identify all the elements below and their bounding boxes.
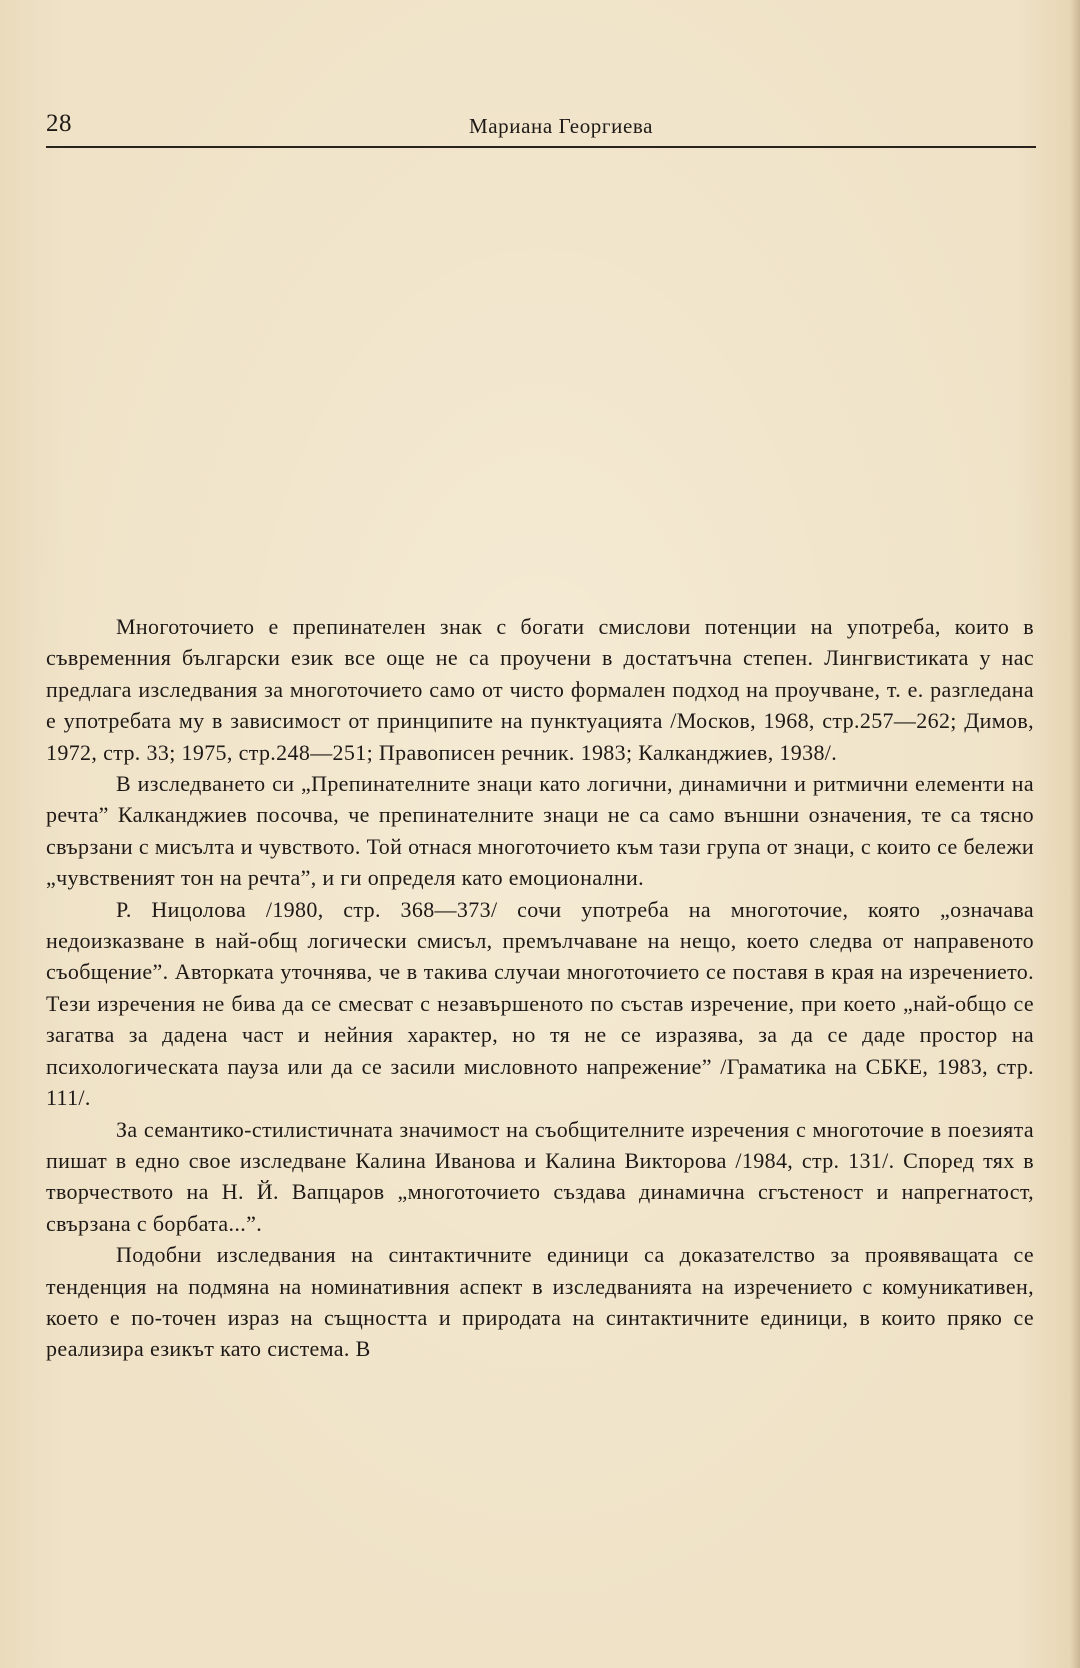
page-edge-shadow xyxy=(1070,0,1080,1668)
body-text xyxy=(46,611,1034,1365)
running-head-author: Мариана Георгиева xyxy=(468,114,654,138)
paragraph-2: В изследването си „Препинателните знаци като логични, динамични и ритмични елементи на речта” Калканджиев посочва, че препинателните знаци не са само външни означения, те са тясно свързани с мисълта и чувството. Той отнася многоточието към тази група от знаци, с които се бележи „чувственият тон на речта”, и ги определя като емоционални. xyxy=(46,771,1034,891)
paragraph-5: Подобни изследвания на синтактичните единици са доказателство за проявяващата се тенденция на подмяна на номинативния аспект в изследванията на изречението с комуникативен, което е по-точен израз на същността и природата на синтактичните единици, в които пряко се реализира езикът като система. В xyxy=(46,1242,1034,1362)
paragraph-3: Р. Ницолова /1980, стр. 368—373/ сочи употреба на многоточие, която „означава недоизказване в най-общ логически смисъл, премълчаване на нещо, което следва от направеното съобщение”. Авторката уточнява, че в такива случаи многоточието се поставя в края на изречението. Тези изречения не бива да се смесват с незавършеното по състав изречение, при което „най-общо се загатва за дадена част и нейния характер, но тя не се изразява, за да се даде простор на психологическата пауза или да се засили мисловното напрежение” /Граматика на СБКЕ, 1983, стр. 111/. xyxy=(46,896,1034,1111)
paragraph-4: За семантико-стилистичната значимост на съобщителните изречения с многоточие в поезията пишат в едно свое изследване Калина Иванова и Калина Викторова /1984, стр. 131/. Според тях в творчеството на Н. Й. Вапцаров „многоточието създава динамична сгъстеност и напрегнатост, свързана с борбата...”. xyxy=(46,1116,1034,1236)
paragraph-1: Многоточието е препинателен знак с богати смислови потенции на употреба, които в съвременния български език все още не са проучени в достатъчна степен. Лингвистиката у нас предлага изследвания за многоточието само от чисто формален подход на проучване, т. е. разгледана е употребата му в зависимост от принципите на пунктуацията /Москов, 1968, стр.257—262; Димов, 1972, стр. 33; 1975, стр.248—251; Правописен речник. 1983; Калканджиев, 1938/. xyxy=(46,614,1034,765)
header-rule xyxy=(46,146,1036,148)
page-header xyxy=(46,110,1036,144)
page-number: 28 xyxy=(46,110,72,137)
